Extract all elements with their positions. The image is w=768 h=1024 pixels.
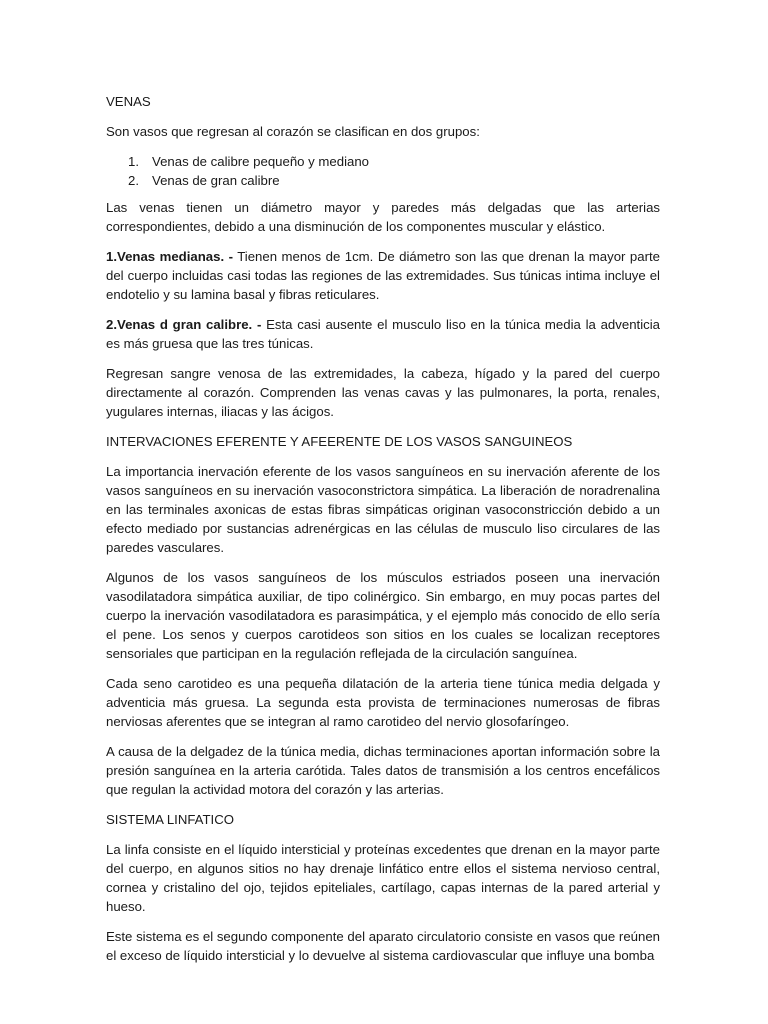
diameter-paragraph: Las venas tienen un diámetro mayor y paredes más delgadas que las arterias correspondientes, debido a una disminución de los componentes muscular y elástico. [106, 200, 660, 234]
intro-paragraph: Son vasos que regresan al corazón se clasifican en dos grupos: [106, 124, 480, 139]
sistema-paragraph: Este sistema es el segundo componente del aparato circulatorio consiste en vasos que reúnen el exceso de líquido intersticial y lo devuelve al sistema cardiovascular que influye una bomba [106, 929, 660, 963]
section-title-inervaciones: INTERVACIONES EFERENTE Y AFEERENTE DE LOS VASOS SANGUINEOS [106, 434, 573, 449]
gran-calibre-paragraph [106, 315, 660, 353]
regresan-paragraph: Regresan sangre venosa de las extremidades, la cabeza, hígado y la pared del cuerpo directamente al corazón. Comprenden las venas cavas y las pulmonares, la porta, renales, yugulares internas, iliacas y las ácigos. [106, 366, 660, 419]
list-item-number: 2. [128, 173, 139, 188]
list-item-text: Venas de gran calibre [152, 173, 280, 188]
medianas-text: Tienen menos de 1cm. De diámetro son las que drenan la mayor parte del cuerpo incluidas casi todas las regiones de las extremidades. Sus túnicas intima incluye el endotelio y su lamina basal y fibras reticulares. [106, 249, 660, 302]
gran-calibre-label: 2.Venas d gran calibre. - [106, 317, 262, 332]
medianas-label: 1.Venas medianas. - [106, 249, 233, 264]
list-item [106, 152, 660, 171]
linfa-paragraph: La linfa consiste en el líquido intersticial y proteínas excedentes que drenan en la mayor parte del cuerpo, en algunos sitios no hay drenaje linfático entre ellos el sistema nervioso central, cornea y cristalino del ojo, tejidos epiteliales, cartílago, capas internas de la pared arterial y hueso. [106, 842, 660, 914]
inervacion-paragraph-2: Algunos de los vasos sanguíneos de los músculos estriados poseen una inervación vasodilatadora simpática auxiliar, de tipo colinérgico. Sin embargo, en muy pocas partes del cuerpo la inervación vasodilatadora es parasimpática, y el ejemplo más conocido de ello sería el pene. Los senos y cuerpos carotideos son sitios en los cuales se localizan receptores sensoriales que participan en la regulación reflejada de la circulación sanguínea. [106, 570, 660, 661]
list-item [106, 171, 660, 190]
document-page [106, 92, 660, 976]
seno-paragraph: Cada seno carotideo es una pequeña dilatación de la arteria tiene túnica media delgada y adventicia más gruesa. La segunda esta provista de terminaciones numerosas de fibras nerviosas aferentes que se integran al ramo carotideo del nervio glosofaríngeo. [106, 676, 660, 729]
delgadez-paragraph: A causa de la delgadez de la túnica media, dichas terminaciones aportan información sobre la presión sanguínea en la arteria carótida. Tales datos de transmisión a los centros encefálicos que regulan la actividad motora del corazón y las arterias. [106, 744, 660, 797]
groups-list [106, 152, 660, 190]
list-item-text: Venas de calibre pequeño y mediano [152, 154, 370, 169]
section-title-linfatico: SISTEMA LINFATICO [106, 812, 234, 827]
gran-calibre-text: Esta casi ausente el musculo liso en la túnica media la adventicia es más gruesa que las tres túnicas. [106, 317, 660, 351]
inervacion-paragraph-1: La importancia inervación eferente de los vasos sanguíneos en su inervación aferente de los vasos sanguíneos en su inervación vasoconstrictora simpática. La liberación de noradrenalina en las terminales axonicas de estas fibras simpáticas originan vasoconstricción debido a un efecto mediado por sustancias adrenérgicas en las células de musculo liso circulares de las paredes vasculares. [106, 464, 660, 555]
medianas-paragraph [106, 247, 660, 304]
list-item-number: 1. [128, 154, 139, 169]
section-title-venas: VENAS [106, 94, 151, 109]
